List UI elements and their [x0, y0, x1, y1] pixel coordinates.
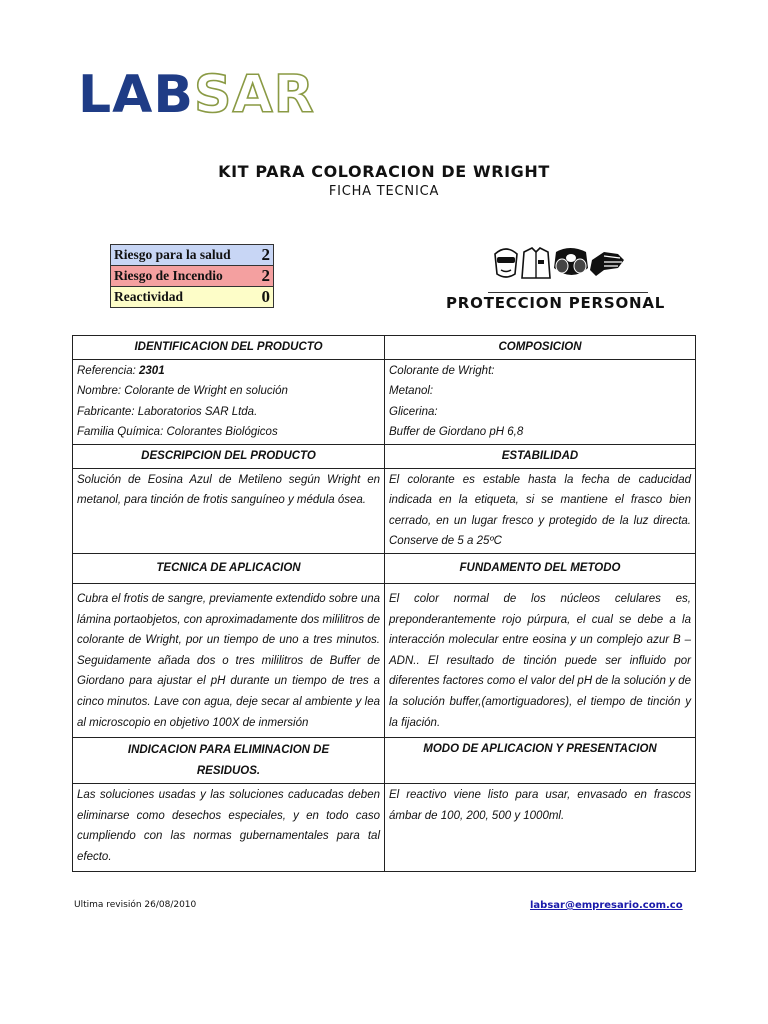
- composicion-item: Metanol:: [389, 385, 434, 398]
- section-header-presentacion: MODO DE APLICACION Y PRESENTACION: [385, 738, 696, 784]
- composicion-cell: [385, 359, 696, 444]
- nombre-text: Nombre: Colorante de Wright en solución: [77, 385, 288, 398]
- risk-label: Reactividad: [111, 287, 256, 308]
- face-shield-icon: [495, 249, 517, 277]
- section-header-fundamento: FUNDAMENTO DEL METODO: [385, 553, 696, 583]
- identificacion-cell: [73, 359, 385, 444]
- document-subtitle: FICHA TECNICA: [328, 184, 440, 199]
- section-header-descripcion: DESCRIPCION DEL PRODUCTO: [73, 444, 385, 468]
- risk-row-fire: [111, 266, 274, 287]
- risk-value: 2: [256, 266, 274, 287]
- logo-lab-text: LAB: [78, 65, 195, 125]
- risk-value: 0: [256, 287, 274, 308]
- labsar-logo: [78, 65, 315, 125]
- table-row: [73, 738, 696, 784]
- gloves-icon: [590, 252, 624, 276]
- risk-table: [110, 244, 274, 308]
- respirator-icon: [554, 248, 588, 275]
- table-row: [73, 444, 696, 468]
- section-header-composicion: COMPOSICION: [385, 336, 696, 360]
- table-row: [73, 553, 696, 583]
- table-row: [73, 468, 696, 553]
- document-title: KIT PARA COLORACION DE WRIGHT: [218, 162, 550, 181]
- lab-coat-icon: [522, 248, 550, 278]
- presentacion-text: El reactivo viene listo para usar, envasado en frascos ámbar de 100, 200, 500 y 1000ml.: [385, 784, 696, 872]
- section-header-estabilidad: ESTABILIDAD: [385, 444, 696, 468]
- familia-text: Familia Química: Colorantes Biológicos: [77, 426, 278, 439]
- table-row: [73, 359, 696, 444]
- referencia-value: 2301: [139, 364, 165, 377]
- logo-sar-text: SAR: [194, 65, 315, 125]
- composicion-item: Glicerina:: [389, 405, 438, 418]
- tecnica-text: Cubra el frotis de sangre, previamente extendido sobre una lámina portaobjetos, con aproximadamente dos mililitros de colorante de Wright, por un tiempo de uno a tres minutos. Seguidamente añada dos o tres mililitros de Buffer de Giordano para ajustar el pH durante un tiempo de tres a cinco minutos. Lave con agua, deje secar al ambiente y lea al microscopio en objetivo 100X de inmersión: [73, 583, 385, 737]
- risk-row-health: [111, 245, 274, 266]
- risk-label: Riesgo para la salud: [111, 245, 256, 266]
- table-row: [73, 336, 696, 360]
- table-row: [73, 784, 696, 872]
- product-sheet-table: [72, 335, 696, 872]
- composicion-item: Colorante de Wright:: [389, 364, 495, 377]
- risk-row-reactivity: [111, 287, 274, 308]
- section-header-eliminacion: INDICACION PARA ELIMINACION DE RESIDUOS.: [73, 738, 385, 784]
- risk-label: Riesgo de Incendio: [111, 266, 256, 287]
- estabilidad-text: El colorante es estable hasta la fecha de caducidad indicada en la etiqueta, si se mantiene el frasco bien cerrado, en un lugar fresco y protegido de la luz directa. Conserve de 5 a 25ºC: [385, 468, 696, 553]
- revision-date: Ultima revisión 26/08/2010: [74, 900, 197, 910]
- eliminacion-text: Las soluciones usadas y las soluciones caducadas deben eliminarse como desechos especiales, y en todo caso cumpliendo con las normas gubernamentales para tal efecto.: [73, 784, 385, 872]
- fabricante-text: Fabricante: Laboratorios SAR Ltda.: [77, 405, 258, 418]
- fundamento-text: El color normal de los núcleos celulares es, preponderantemente rojo púrpura, el cual se debe a la interacción molecular entre eosina y un complejo azur B – ADN.. El resultado de tinción puede ser influido por diferentes factores como el valor del pH de la solución y de la solución buffer,(amortiguadores), el tiempo de tinción y la fijación.: [385, 583, 696, 737]
- email-link[interactable]: labsar@empresario.com.co: [530, 900, 683, 911]
- section-header-identificacion: IDENTIFICACION DEL PRODUCTO: [73, 336, 385, 360]
- referencia-label: Referencia:: [77, 364, 140, 377]
- ppe-divider: [488, 292, 648, 293]
- composicion-item: Buffer de Giordano pH 6,8: [389, 426, 524, 439]
- risk-value: 2: [256, 245, 274, 266]
- section-header-tecnica: TECNICA DE APLICACION: [73, 553, 385, 583]
- table-row: [73, 583, 696, 737]
- ppe-icons: [492, 246, 626, 280]
- ppe-title: PROTECCION PERSONAL: [446, 294, 666, 312]
- descripcion-text: Solución de Eosina Azul de Metileno según Wright en metanol, para tinción de frotis sanguíneo y médula ósea.: [73, 468, 385, 553]
